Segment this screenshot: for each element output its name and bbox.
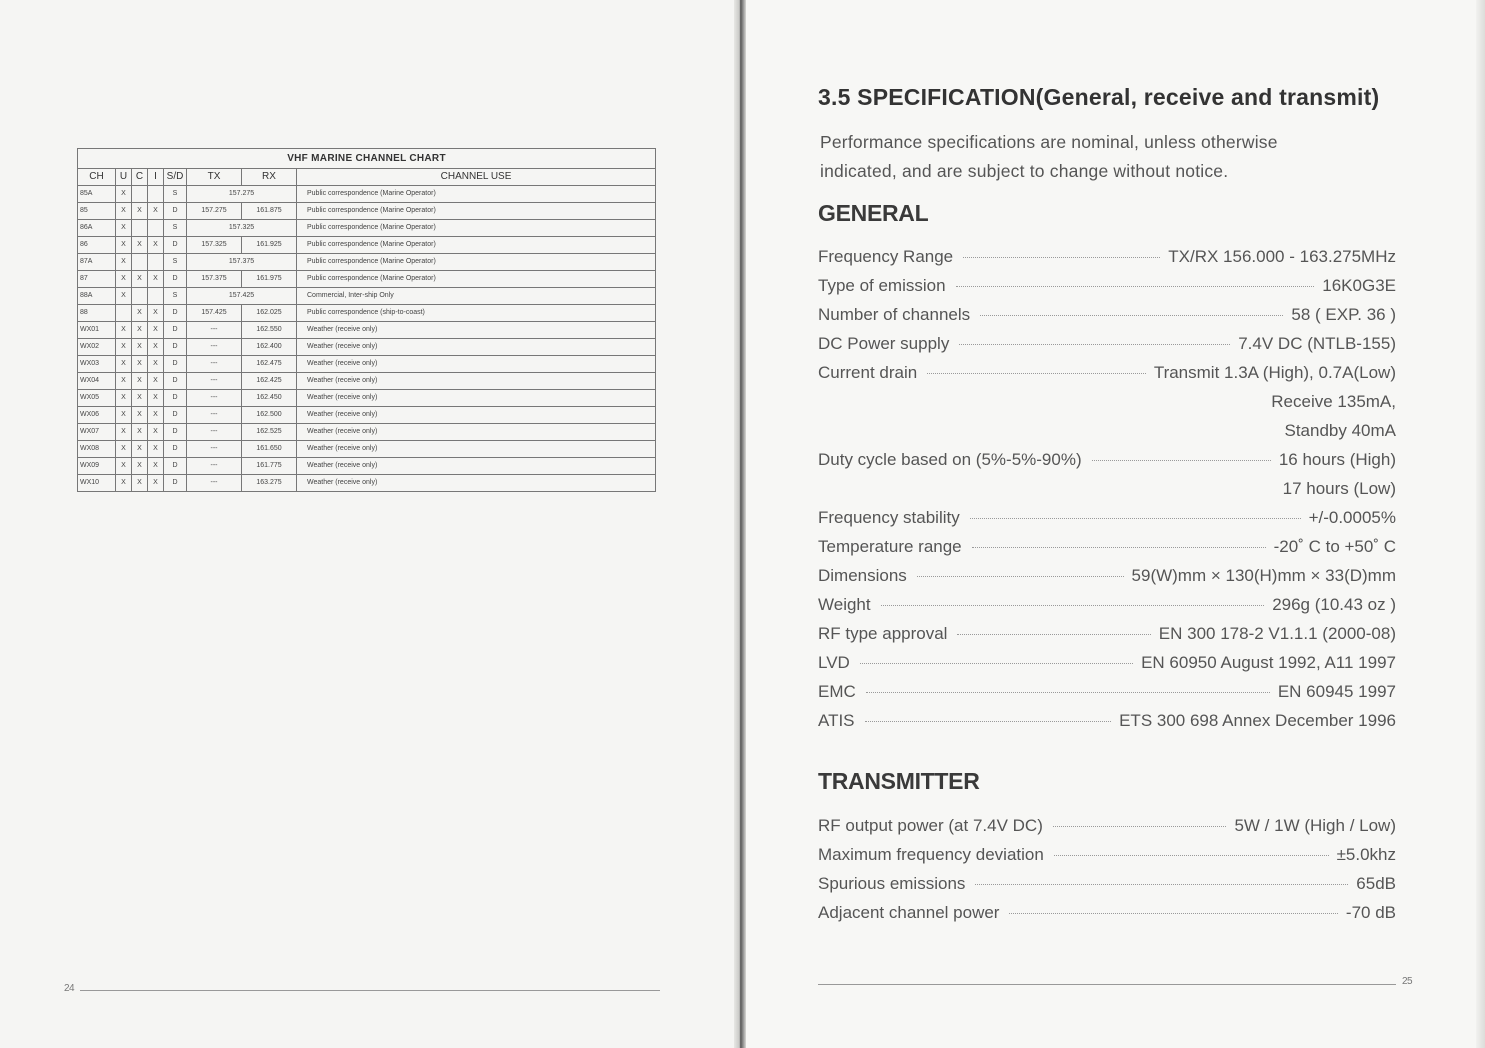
- cell-u: [116, 305, 132, 322]
- spec-row: [818, 840, 1396, 869]
- cell-use: Weather (receive only): [297, 475, 656, 492]
- cell-ch: 85A: [78, 186, 116, 203]
- book-spine: [734, 0, 746, 1048]
- cell-rx: 163.275: [242, 475, 297, 492]
- cell-tx: 157.425: [187, 288, 297, 305]
- cell-u: X: [116, 220, 132, 237]
- cell-c: [132, 254, 148, 271]
- cell-use: Commercial, Inter-ship Only: [297, 288, 656, 305]
- header-i: I: [148, 169, 164, 186]
- spec-value: ±5.0khz: [1336, 844, 1396, 864]
- cell-i: X: [148, 203, 164, 220]
- chart-row: [78, 271, 656, 288]
- spec-value: -70 dB: [1345, 902, 1396, 922]
- cell-use: Weather (receive only): [297, 339, 656, 356]
- cell-tx: 157.275: [187, 203, 242, 220]
- cell-u: X: [116, 424, 132, 441]
- cell-u: X: [116, 458, 132, 475]
- cell-c: X: [132, 441, 148, 458]
- cell-use: Weather (receive only): [297, 424, 656, 441]
- spec-label: DC Power supply: [818, 333, 950, 353]
- intro-text: [820, 128, 1420, 186]
- spec-row: [818, 677, 1396, 706]
- cell-ch: 86: [78, 237, 116, 254]
- chart-row: [78, 458, 656, 475]
- cell-rx: 162.450: [242, 390, 297, 407]
- page-number-left: 24: [64, 983, 75, 994]
- chart-row: [78, 237, 656, 254]
- leader-dots: [1009, 913, 1337, 914]
- cell-i: [148, 288, 164, 305]
- cell-c: X: [132, 424, 148, 441]
- cell-ch: 88A: [78, 288, 116, 305]
- spec-label: Maximum frequency deviation: [818, 844, 1044, 864]
- cell-c: X: [132, 390, 148, 407]
- cell-rx: 162.025: [242, 305, 297, 322]
- general-heading: GENERAL: [818, 200, 929, 226]
- cell-tx: 157.375: [187, 271, 242, 288]
- cell-i: X: [148, 322, 164, 339]
- chart-row: [78, 373, 656, 390]
- header-c: C: [132, 169, 148, 186]
- cell-u: X: [116, 322, 132, 339]
- cell-rx: 162.500: [242, 407, 297, 424]
- cell-u: X: [116, 390, 132, 407]
- cell-i: X: [148, 441, 164, 458]
- cell-c: X: [132, 373, 148, 390]
- chart-title: VHF MARINE CHANNEL CHART: [78, 149, 656, 169]
- cell-rx: 162.425: [242, 373, 297, 390]
- vhf-channel-chart: [77, 148, 656, 492]
- cell-rx: 161.975: [242, 271, 297, 288]
- leader-dots: [866, 692, 1270, 693]
- header-channel-use: CHANNEL USE: [297, 169, 656, 186]
- section-title: 3.5 SPECIFICATION(General, receive and transmit): [818, 84, 1380, 110]
- spec-value: TX/RX 156.000 - 163.275MHz: [1168, 246, 1396, 266]
- header-rx: RX: [242, 169, 297, 186]
- spec-value: 296g (10.43 oz ): [1272, 594, 1396, 614]
- spec-label: RF output power (at 7.4V DC): [818, 815, 1043, 835]
- cell-i: X: [148, 373, 164, 390]
- spec-label: Type of emission: [818, 275, 946, 295]
- cell-use: Weather (receive only): [297, 407, 656, 424]
- cell-rx: 162.525: [242, 424, 297, 441]
- spec-row: [818, 590, 1396, 619]
- spec-value: 59(W)mm × 130(H)mm × 33(D)mm: [1131, 565, 1396, 585]
- leader-dots: [956, 286, 1315, 287]
- cell-use: Public correspondence (Marine Operator): [297, 186, 656, 203]
- spec-value: 65dB: [1356, 873, 1396, 893]
- spec-label: Current drain: [818, 362, 918, 382]
- cell-ch: WX08: [78, 441, 116, 458]
- leader-dots: [970, 518, 1301, 519]
- spec-row: [818, 898, 1396, 927]
- cell-i: X: [148, 390, 164, 407]
- page-edge-shadow: [1476, 0, 1485, 1048]
- cell-c: X: [132, 407, 148, 424]
- cell-sd: D: [164, 407, 187, 424]
- spec-row: [818, 706, 1396, 735]
- leader-dots: [917, 576, 1124, 577]
- chart-row: [78, 186, 656, 203]
- cell-ch: 87: [78, 271, 116, 288]
- cell-tx: ---: [187, 424, 242, 441]
- cell-i: X: [148, 237, 164, 254]
- header-u: U: [116, 169, 132, 186]
- spec-row: [818, 811, 1396, 840]
- spec-row: [818, 300, 1396, 329]
- cell-u: X: [116, 356, 132, 373]
- cell-sd: D: [164, 305, 187, 322]
- chart-row: [78, 407, 656, 424]
- spec-label: Dimensions: [818, 565, 907, 585]
- spec-label: Temperature range: [818, 536, 962, 556]
- spec-row: [818, 648, 1396, 677]
- cell-tx: 157.325: [187, 237, 242, 254]
- cell-c: X: [132, 237, 148, 254]
- chart-body: [78, 186, 656, 492]
- cell-ch: 87A: [78, 254, 116, 271]
- cell-i: X: [148, 305, 164, 322]
- chart-row: [78, 475, 656, 492]
- chart-row: [78, 254, 656, 271]
- spec-row: [818, 561, 1396, 590]
- cell-rx: 161.775: [242, 458, 297, 475]
- cell-tx: 157.325: [187, 220, 297, 237]
- cell-use: Weather (receive only): [297, 356, 656, 373]
- cell-u: X: [116, 441, 132, 458]
- cell-tx: ---: [187, 458, 242, 475]
- cell-sd: D: [164, 339, 187, 356]
- page-number-right: 25: [1402, 976, 1413, 987]
- spec-row: [818, 416, 1396, 445]
- chart-row: [78, 390, 656, 407]
- spec-value: Standby 40mA: [1284, 420, 1396, 440]
- cell-use: Weather (receive only): [297, 458, 656, 475]
- cell-c: X: [132, 475, 148, 492]
- cell-c: X: [132, 356, 148, 373]
- cell-use: Public correspondence (Marine Operator): [297, 203, 656, 220]
- header-sd: S/D: [164, 169, 187, 186]
- cell-sd: D: [164, 322, 187, 339]
- cell-tx: 157.375: [187, 254, 297, 271]
- leader-dots: [975, 884, 1348, 885]
- cell-sd: D: [164, 373, 187, 390]
- spec-value: 16K0G3E: [1322, 275, 1396, 295]
- cell-sd: D: [164, 356, 187, 373]
- cell-i: X: [148, 339, 164, 356]
- cell-sd: D: [164, 458, 187, 475]
- leader-dots: [1053, 826, 1227, 827]
- spec-label: Adjacent channel power: [818, 902, 1000, 922]
- leader-dots: [1054, 855, 1329, 856]
- cell-sd: D: [164, 390, 187, 407]
- cell-i: X: [148, 458, 164, 475]
- cell-ch: 88: [78, 305, 116, 322]
- leader-dots: [1092, 460, 1271, 461]
- spec-value: ETS 300 698 Annex December 1996: [1119, 710, 1396, 730]
- cell-ch: WX03: [78, 356, 116, 373]
- leader-dots: [963, 257, 1160, 258]
- spec-row: [818, 532, 1396, 561]
- spec-row: [818, 474, 1396, 503]
- cell-use: Weather (receive only): [297, 390, 656, 407]
- cell-tx: ---: [187, 441, 242, 458]
- cell-use: Public correspondence (Marine Operator): [297, 220, 656, 237]
- cell-tx: ---: [187, 356, 242, 373]
- header-tx: TX: [187, 169, 242, 186]
- cell-tx: ---: [187, 339, 242, 356]
- spec-label: Spurious emissions: [818, 873, 966, 893]
- cell-i: X: [148, 475, 164, 492]
- footer-rule-left: [80, 990, 660, 991]
- spec-row: [818, 358, 1396, 387]
- spec-row: [818, 445, 1396, 474]
- cell-i: X: [148, 356, 164, 373]
- leader-dots: [957, 634, 1150, 635]
- spec-row: [818, 619, 1396, 648]
- spec-label: Frequency stability: [818, 507, 960, 527]
- chart-row: [78, 441, 656, 458]
- transmitter-heading: TRANSMITTER: [818, 768, 980, 794]
- leader-dots: [860, 663, 1133, 664]
- spec-label: EMC: [818, 681, 856, 701]
- cell-c: X: [132, 322, 148, 339]
- cell-i: [148, 254, 164, 271]
- cell-u: X: [116, 186, 132, 203]
- cell-sd: S: [164, 220, 187, 237]
- cell-i: X: [148, 407, 164, 424]
- cell-rx: 162.475: [242, 356, 297, 373]
- spec-value: EN 300 178-2 V1.1.1 (2000-08): [1158, 623, 1396, 643]
- cell-ch: WX10: [78, 475, 116, 492]
- chart-row: [78, 322, 656, 339]
- spec-row: [818, 242, 1396, 271]
- cell-sd: D: [164, 271, 187, 288]
- cell-rx: 161.925: [242, 237, 297, 254]
- cell-tx: ---: [187, 475, 242, 492]
- cell-rx: 162.550: [242, 322, 297, 339]
- cell-u: X: [116, 254, 132, 271]
- leader-dots: [927, 373, 1146, 374]
- leader-dots: [980, 315, 1283, 316]
- spec-value: EN 60950 August 1992, A11 1997: [1141, 652, 1396, 672]
- cell-tx: ---: [187, 322, 242, 339]
- spec-label: RF type approval: [818, 623, 948, 643]
- cell-ch: 86A: [78, 220, 116, 237]
- cell-ch: WX01: [78, 322, 116, 339]
- spec-label: Weight: [818, 594, 871, 614]
- spec-label: Frequency Range: [818, 246, 954, 266]
- spec-value: EN 60945 1997: [1277, 681, 1396, 701]
- cell-c: X: [132, 271, 148, 288]
- cell-ch: WX04: [78, 373, 116, 390]
- spec-row: [818, 387, 1396, 416]
- spec-value: +/-0.0005%: [1308, 507, 1396, 527]
- leader-dots: [881, 605, 1265, 606]
- cell-use: Public correspondence (Marine Operator): [297, 254, 656, 271]
- cell-use: Weather (receive only): [297, 441, 656, 458]
- cell-u: X: [116, 339, 132, 356]
- cell-u: X: [116, 271, 132, 288]
- cell-sd: S: [164, 186, 187, 203]
- spec-row: [818, 329, 1396, 358]
- cell-i: [148, 186, 164, 203]
- chart-row: [78, 305, 656, 322]
- spec-label: LVD: [818, 652, 850, 672]
- chart-row: [78, 288, 656, 305]
- cell-use: Public correspondence (Marine Operator): [297, 271, 656, 288]
- transmitter-spec-list: [818, 811, 1396, 927]
- spec-value: Transmit 1.3A (High), 0.7A(Low): [1153, 362, 1396, 382]
- cell-sd: D: [164, 441, 187, 458]
- footer-rule-right: [818, 984, 1396, 985]
- cell-c: [132, 220, 148, 237]
- cell-ch: WX09: [78, 458, 116, 475]
- spec-value: Receive 135mA,: [1271, 391, 1396, 411]
- cell-use: Public correspondence (ship-to-coast): [297, 305, 656, 322]
- chart-header-row: [78, 169, 656, 186]
- chart-row: [78, 220, 656, 237]
- cell-u: X: [116, 203, 132, 220]
- cell-tx: ---: [187, 407, 242, 424]
- cell-tx: ---: [187, 373, 242, 390]
- spec-value: 7.4V DC (NTLB-155): [1238, 333, 1396, 353]
- cell-i: [148, 220, 164, 237]
- spec-row: [818, 869, 1396, 898]
- spec-value: 58 ( EXP. 36 ): [1291, 304, 1396, 324]
- cell-rx: 161.650: [242, 441, 297, 458]
- cell-sd: S: [164, 254, 187, 271]
- cell-c: X: [132, 305, 148, 322]
- spec-row: [818, 503, 1396, 532]
- spec-value: 5W / 1W (High / Low): [1234, 815, 1396, 835]
- cell-c: X: [132, 203, 148, 220]
- intro-line: indicated, and are subject to change without notice.: [820, 161, 1229, 181]
- chart-row: [78, 356, 656, 373]
- cell-ch: WX06: [78, 407, 116, 424]
- cell-sd: D: [164, 237, 187, 254]
- intro-line: Performance specifications are nominal, unless otherwise: [820, 132, 1278, 152]
- general-spec-list: [818, 242, 1396, 735]
- cell-ch: WX02: [78, 339, 116, 356]
- cell-i: X: [148, 271, 164, 288]
- cell-ch: 85: [78, 203, 116, 220]
- cell-sd: D: [164, 475, 187, 492]
- leader-dots: [972, 547, 1266, 548]
- spec-label: ATIS: [818, 710, 855, 730]
- cell-c: X: [132, 339, 148, 356]
- spec-value: 17 hours (Low): [1282, 478, 1396, 498]
- cell-u: X: [116, 237, 132, 254]
- cell-ch: WX07: [78, 424, 116, 441]
- cell-u: X: [116, 475, 132, 492]
- cell-sd: D: [164, 424, 187, 441]
- cell-tx: 157.425: [187, 305, 242, 322]
- spec-row: [818, 271, 1396, 300]
- spec-label: Duty cycle based on (5%-5%-90%): [818, 449, 1082, 469]
- cell-u: X: [116, 407, 132, 424]
- cell-use: Weather (receive only): [297, 322, 656, 339]
- chart-row: [78, 203, 656, 220]
- cell-c: [132, 186, 148, 203]
- chart-row: [78, 339, 656, 356]
- cell-rx: 161.875: [242, 203, 297, 220]
- cell-u: X: [116, 288, 132, 305]
- cell-tx: 157.275: [187, 186, 297, 203]
- cell-u: X: [116, 373, 132, 390]
- spec-label: Number of channels: [818, 304, 971, 324]
- cell-sd: S: [164, 288, 187, 305]
- spec-value: 16 hours (High): [1278, 449, 1396, 469]
- cell-i: X: [148, 424, 164, 441]
- cell-tx: ---: [187, 390, 242, 407]
- header-ch: CH: [78, 169, 116, 186]
- spec-value: -20˚ C to +50˚ C: [1273, 536, 1396, 556]
- cell-rx: 162.400: [242, 339, 297, 356]
- cell-c: [132, 288, 148, 305]
- cell-ch: WX05: [78, 390, 116, 407]
- leader-dots: [865, 721, 1112, 722]
- leader-dots: [959, 344, 1230, 345]
- cell-sd: D: [164, 203, 187, 220]
- cell-c: X: [132, 458, 148, 475]
- cell-use: Public correspondence (Marine Operator): [297, 237, 656, 254]
- chart-row: [78, 424, 656, 441]
- cell-use: Weather (receive only): [297, 373, 656, 390]
